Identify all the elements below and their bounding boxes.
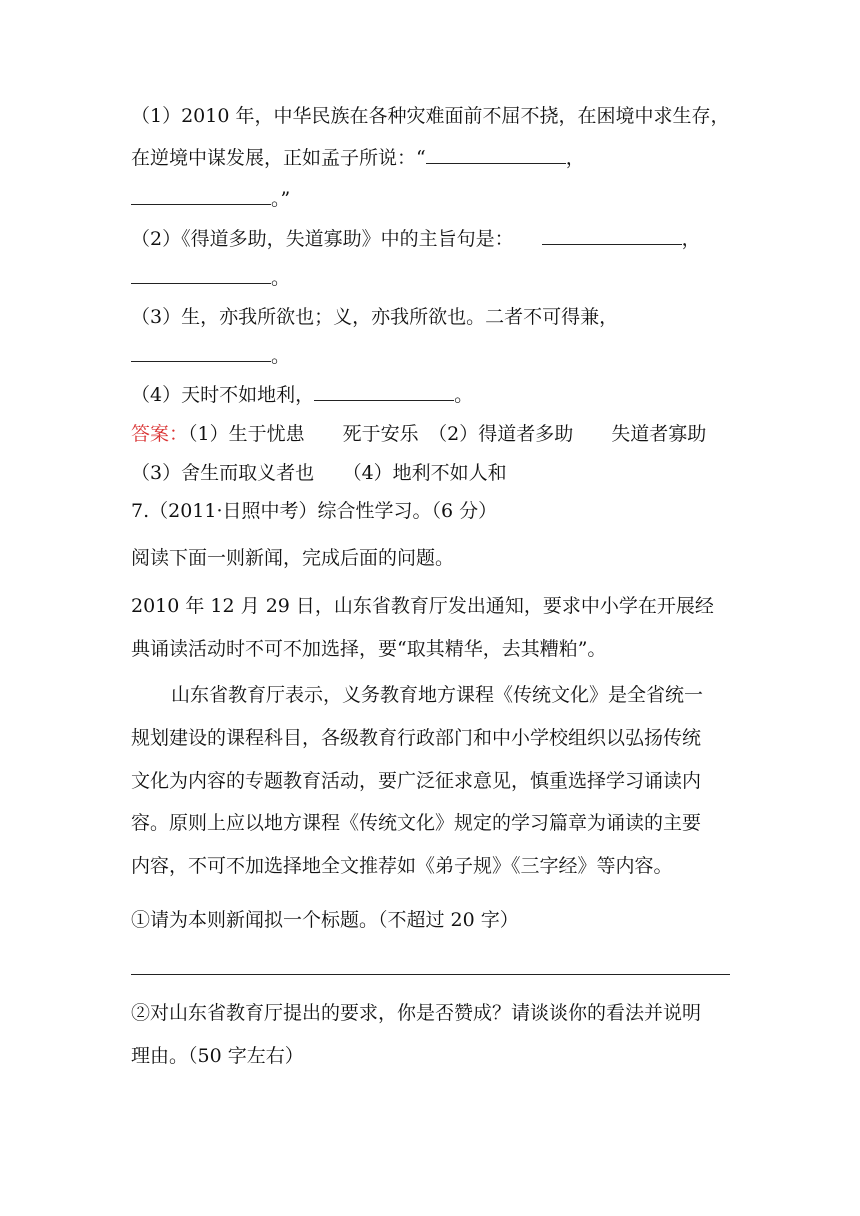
q3-punct-end: 。	[271, 345, 291, 367]
para-text-3: 文化为内容的专题教育活动，要广泛征求意见，慎重选择学习诵读内	[131, 770, 702, 792]
para-text-4: 容。原则上应以地方课程《传统文化》规定的学习篇章为诵读的主要	[131, 812, 702, 834]
para-line4	[131, 810, 701, 836]
answer-blank[interactable]	[131, 186, 271, 205]
answer-text-2: （3）舍生而取义者也 （4）地利不如人和	[131, 462, 507, 484]
q7-title-text: 7.（2011·日照中考）综合性学习。（6 分）	[131, 500, 498, 522]
q7-title	[131, 498, 497, 524]
q4-punct-end: 。	[454, 384, 474, 406]
q4-line1	[131, 382, 473, 408]
q1-line3	[131, 186, 290, 212]
q1-text-pre: 在逆境中谋发展，正如孟子所说：“	[131, 147, 426, 169]
answer-blank[interactable]	[542, 226, 682, 245]
q2-line1	[131, 226, 701, 252]
answer-blank[interactable]	[426, 145, 566, 164]
news-text-1: 2010 年 12 月 29 日，山东省教育厅发出通知，要求中小学在开展经	[131, 595, 714, 617]
answer-line1	[131, 421, 706, 447]
q7-intro	[131, 545, 454, 571]
answer-line2	[131, 460, 507, 486]
answer-text-1: （1）生于忧患 死于安乐 （2）得道者多助 失道者寡助	[188, 423, 707, 445]
sub-question-1	[131, 907, 519, 933]
news-line2	[131, 636, 606, 662]
q1-text: （1）2010 年，中华民族在各种灾难面前不屈不挠，在困境中求生存，	[131, 105, 730, 127]
para-text-5: 内容，不可不加选择地全文推荐如《弟子规》《三字经》等内容。	[131, 855, 673, 877]
q1-punct: ，	[565, 147, 585, 169]
para-text-2: 规划建设的课程科目，各级教育行政部门和中小学校组织以弘扬传统	[131, 727, 702, 749]
news-line1	[131, 593, 714, 619]
q2-text: （2）《得道多助，失道寡助》中的主旨句是：	[131, 228, 514, 250]
q1-punct-end: 。”	[271, 188, 291, 210]
q3-line2	[131, 343, 290, 369]
q7-intro-text: 阅读下面一则新闻，完成后面的问题。	[131, 547, 455, 569]
q3-line1	[131, 304, 618, 330]
answer-blank[interactable]	[131, 343, 271, 362]
para-line5	[131, 853, 673, 879]
news-text-2: 典诵读活动时不可不加选择，要“取其精华，去其糟粕”。	[131, 638, 607, 660]
para-text-1: 山东省教育厅表示，义务教育地方课程《传统文化》是全省统一	[171, 684, 704, 706]
para-line2	[131, 725, 701, 751]
q4-text: （4）天时不如地利，	[131, 384, 315, 406]
q2-line2	[131, 265, 290, 291]
q2-punct: ，	[681, 228, 701, 250]
q3-text: （3）生，亦我所欲也；义，亦我所欲也。二者不可得兼，	[131, 306, 619, 328]
q2-punct-end: 。	[271, 267, 291, 289]
q1-line1	[131, 103, 729, 129]
sub-question-2-line2	[131, 1043, 304, 1069]
sub-question-2-line1	[131, 1000, 701, 1026]
sub2-text-1: ②对山东省教育厅提出的要求，你是否赞成？请谈谈你的看法并说明	[131, 1002, 702, 1024]
answer-line[interactable]	[131, 974, 730, 975]
q1-line2	[131, 145, 585, 171]
sub2-text-2: 理由。（50 字左右）	[131, 1045, 304, 1067]
para-line3	[131, 768, 701, 794]
sub1-text: ①请为本则新闻拟一个标题。（不超过 20 字）	[131, 909, 519, 931]
answer-blank[interactable]	[131, 265, 271, 284]
answer-label: 答案：	[131, 423, 189, 445]
answer-blank[interactable]	[314, 382, 454, 401]
para-line1	[171, 682, 703, 708]
